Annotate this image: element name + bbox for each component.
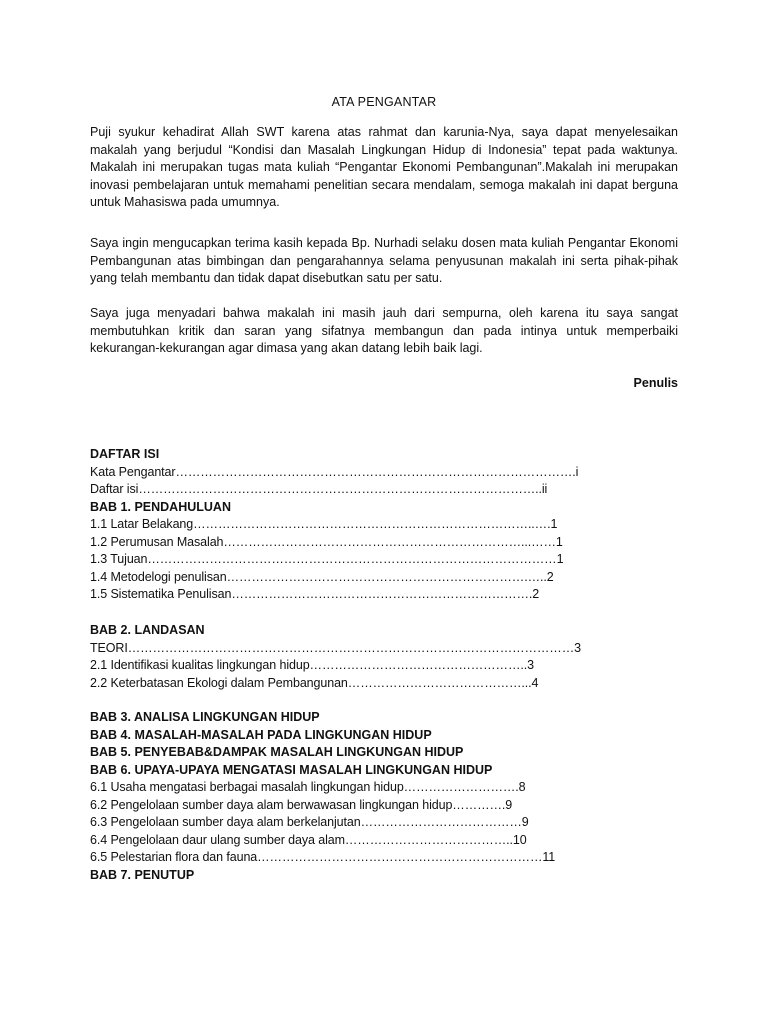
toc-entry-6-5: 6.5 Pelestarian flora dan fauna……………………………………………………………11: [90, 850, 556, 864]
toc-entry-2-1: 2.1 Identifikasi kualitas lingkungan hidup……………………………………………..3: [90, 658, 534, 672]
toc-entry-1-5: 1.5 Sistematika Penulisan……………………………………………………………….2: [90, 587, 540, 601]
author-signature: Penulis: [633, 376, 678, 390]
toc-chapter-7: BAB 7. PENUTUP: [90, 867, 195, 882]
toc-chapter-3: BAB 3. ANALISA LINGKUNGAN HIDUP: [90, 710, 320, 724]
foreword-paragraph-1: Puji syukur kehadirat Allah SWT karena atas rahmat dan karunia-Nya, saya dapat menyelesaikan makalah yang berjudul “Kondisi dan Masalah Lingkungan Hidup di Indonesia” tepat pada waktunya. Makalah ini merupakan tugas mata kuliah “Pengantar Ekonomi Pembangunan”.Makalah ini merupakan inovasi pembelajaran untuk memahami penelitian secara mendalam, semoga makalah ini dapat berguna untuk Mahasiswa pada umumnya.: [90, 125, 678, 209]
toc-chapter-5: BAB 5. PENYEBAB&DAMPAK MASALAH LINGKUNGAN HIDUP: [90, 745, 464, 759]
table-of-contents: [90, 446, 690, 604]
toc-entry-1-2: 1.2 Perumusan Masalah………………………………………………………………...……1: [90, 534, 563, 549]
toc-heading: DAFTAR ISI: [90, 447, 160, 461]
toc-entry-1-3: 1.3 Tujuan………………………………………………………………………………………1: [90, 552, 564, 566]
foreword-paragraph-3: Saya juga menyadari bahwa makalah ini masih jauh dari sempurna, oleh karena itu saya sangat membutuhkan kritik dan saran yang sifatnya membangun dan pada intinya untuk memperbaiki kekurangan-kekurangan agar dimasa yang akan datang lebih baik lagi.: [90, 306, 678, 355]
toc-entry-daftar-isi: Daftar isi……………………………………………………………………………………..ii: [90, 482, 548, 496]
toc-entry-1-4: 1.4 Metodelogi penulisan……………………………………………………………….…..2: [90, 569, 554, 584]
toc-entry-teori: TEORI………………………………………………………………………………………………3: [90, 640, 581, 655]
toc-chapter-2: BAB 2. LANDASAN: [90, 623, 205, 637]
toc-chapter-3-7-block: [90, 709, 690, 884]
toc-entry-6-3: 6.3 Pengelolaan sumber daya alam berkelanjutan…………………………………9: [90, 815, 529, 829]
toc-entry-6-2: 6.2 Pengelolaan sumber daya alam berwawasan lingkungan hidup………….9: [90, 797, 513, 812]
foreword-paragraph-2: Saya ingin mengucapkan terima kasih kepada Bp. Nurhadi selaku dosen mata kuliah Pengantar Ekonomi Pembangunan atas bimbingan dan pengarahannya selama penyusunan makalah ini serta pihak-pihak yang telah membantu dan tidak dapat disebutkan satu per satu.: [90, 236, 678, 285]
page-title: ATA PENGANTAR: [331, 95, 437, 109]
toc-chapter-1: BAB 1. PENDAHULUAN: [90, 499, 231, 514]
toc-entry-6-1: 6.1 Usaha mengatasi berbagai masalah lingkungan hidup……………………….8: [90, 780, 526, 794]
toc-entry-1-1: 1.1 Latar Belakang………………………………………………………………………..….1: [90, 517, 558, 531]
toc-chapter-6: BAB 6. UPAYA-UPAYA MENGATASI MASALAH LINGKUNGAN HIDUP: [90, 762, 493, 777]
toc-chapter-4: BAB 4. MASALAH-MASALAH PADA LINGKUNGAN HIDUP: [90, 727, 432, 742]
toc-entry-2-2: 2.2 Keterbatasan Ekologi dalam Pembangunan……………………………………...4: [90, 675, 539, 690]
toc-entry-6-4: 6.4 Pengelolaan daur ulang sumber daya alam…………………………………..10: [90, 832, 527, 847]
toc-entry-kata-pengantar: Kata Pengantar…………………………………………………………………………………….i: [90, 464, 579, 479]
toc-chapter-2-block: [90, 622, 690, 692]
